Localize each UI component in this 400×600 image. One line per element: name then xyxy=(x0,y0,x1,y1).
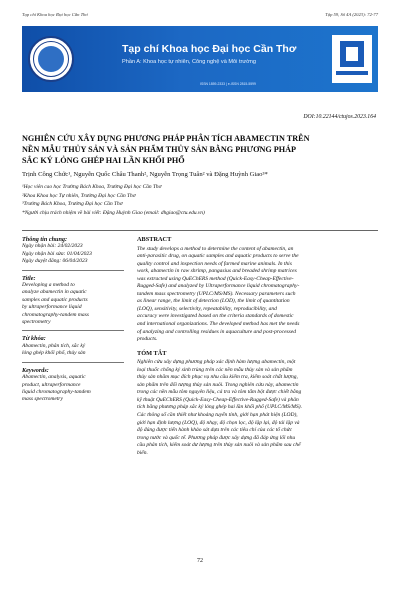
tomtat-line: tích bằng phương pháp sắc ký lỏng ghép hai lần khối phổ (UPLC/MS/MS). xyxy=(137,404,302,411)
vn-keywords-line: lỏng ghép khối phổ, thủy sản xyxy=(22,350,86,357)
en-title-line: by ultraperformance liquid xyxy=(22,304,82,311)
en-keywords-line: liquid chromatography-tandem xyxy=(22,388,91,395)
divider xyxy=(22,270,124,271)
vn-keywords-heading: Từ khóa: xyxy=(22,335,46,343)
affiliation: ¹Học viên cao học Trường Bách Khoa, Trường Đại học Cần Thơ xyxy=(22,184,162,190)
tomtat-line: loại thuốc chống ký sinh trùng trên các nền mẫu thủy sản và sản phẩm xyxy=(137,366,293,373)
en-title-line: chromatography-tandem mass xyxy=(22,311,89,318)
abstract-line: accuracy were investigated based on the criteria standards of domestic xyxy=(137,313,294,320)
en-title xyxy=(22,282,124,326)
en-title-line: Developing a method to xyxy=(22,282,75,289)
affiliations xyxy=(22,183,362,217)
abstract-line: anti-parasitic drug, on aquatic samples and aquatic products to serve the xyxy=(137,253,299,260)
abstract-line: of analyzing and controlling residues in aquaculture and post-processed xyxy=(137,328,296,335)
divider xyxy=(22,230,378,231)
tomtat-heading: TÓM TẮT xyxy=(137,349,167,357)
banner-issn: ISSN 1859-2333 | e-ISSN 2815-5599 xyxy=(200,82,256,86)
abstract-line: The study develops a method to determine the content of abamectin, an xyxy=(137,245,294,252)
info-heading: Thông tin chung: xyxy=(22,236,68,243)
abstract-column xyxy=(137,236,377,457)
abstract-text xyxy=(137,246,377,344)
abstract-heading: ABSTRACT xyxy=(137,236,172,243)
tomtat-text xyxy=(137,359,377,457)
en-keywords-line: product, ultraperformance xyxy=(22,381,81,388)
tomtat-line: cầu phân tích, kiểm soát dư lượng trên thủy sản nuôi và sản phẩm sau chế xyxy=(137,442,301,449)
en-keywords xyxy=(22,374,124,404)
divider xyxy=(22,362,124,363)
abstract-line: and international organizations. The developed method has met the needs xyxy=(137,321,300,328)
tomtat-line: độ đúng được tiến hành khảo sát dựa trên các tiêu chí của các tổ chức xyxy=(137,427,293,434)
abstract-line: as linear range, the limit of detection (LOD), the limit of quantitation xyxy=(137,298,290,305)
en-keywords-heading: Keywords: xyxy=(22,366,49,374)
abstract-line: tandem mass spectrometry (UPLC/MS/MS). Necessary parameters such xyxy=(137,290,296,297)
corresponding-author: *Người chịu trách nhiệm về bài viết: Đặng Huỳnh Giao (email: dhgiao@ctu.edu.vn) xyxy=(22,209,205,216)
en-title-line: samples and aquatic products xyxy=(22,296,88,303)
tomtat-line: thủy sản nhằm mục đích phục vụ nhu cầu kiểm tra, kiểm soát chất lượng, xyxy=(137,374,298,381)
tomtat-line: trong các nền mẫu tôm nguyên liệu, cá tra và tôm tẩm bột được chiết bằng xyxy=(137,389,302,396)
tomtat-line: sản phẩm trên đối tượng thủy sản nuôi. Trong nghiên cứu này, abamectin xyxy=(137,381,299,388)
running-header xyxy=(22,12,378,17)
affiliation: ²Khoa Khoa học Tự nhiên, Trường Đại học Cần Thơ xyxy=(22,192,136,199)
en-keywords-line: Abamectin, analysis, aquatic xyxy=(22,374,86,381)
doi[interactable]: DOI:10.22144/ctujos.2023.164 xyxy=(303,114,376,120)
en-title-line: analyze abamectin in aquatic xyxy=(22,289,87,296)
author-list: Trịnh Công Chức¹, Nguyễn Quốc Châu Thanh², Nguyễn Trọng Tuân² và Đặng Huỳnh Giao³* xyxy=(22,171,268,178)
abstract-line: quality control and inspection needs of farmed marine animals. In this xyxy=(137,260,292,267)
article-title-line: SẮC KÝ LỎNG GHÉP HAI LẦN KHỐI PHỔ xyxy=(22,156,185,165)
tomtat-line: trong nước và quốc tế. Phương pháp được xây dựng đã đáp ứng lối nhu xyxy=(137,434,296,441)
banner-title: Tạp chí Khoa học Đại học Cần Thơ xyxy=(122,43,297,55)
affiliation: ³Trường Bách Khoa, Trường Đại học Cần Thơ xyxy=(22,201,123,208)
tomtat-line: Nghiên cứu xây dựng phương pháp xác định hàm lượng abamectin, một xyxy=(137,359,296,366)
university-logo-icon xyxy=(28,36,74,82)
tomtat-line: kỹ thuật QuEChERS (Quick-Easy-Cheap-Effective-Rugged-Safe) và phân xyxy=(137,396,299,403)
banner-subtitle: Phần A: Khoa học tự nhiên, Công nghệ và Môi trường xyxy=(122,59,256,65)
tomtat-line: biến. xyxy=(137,449,148,456)
abstract-line: (LOQ), sensitivity, selectivity, repeatability, reproducibility, and xyxy=(137,305,277,312)
article-info-sidebar xyxy=(22,236,124,404)
running-header-volume: Tập 59, Số 4A (2023): 72-77 xyxy=(325,12,378,17)
en-title-line: spectrometry xyxy=(22,319,51,326)
tomtat-line: Các thông số cần thiết như khoảng tuyến tính, giới hạn phát hiện (LOD), xyxy=(137,412,298,419)
accepted-date: Ngày duyệt đăng: 06/04/2023 xyxy=(22,258,88,265)
divider xyxy=(22,330,124,331)
page-number: 72 xyxy=(197,558,203,564)
article-title-line: NGHIÊN CỨU XÂY DỰNG PHƯƠNG PHÁP PHÂN TÍCH ABAMECTIN TRÊN xyxy=(22,134,310,143)
article-title-line: NỀN MẪU THỦY SẢN VÀ SẢN PHẨM THỦY SẢN BẰNG PHƯƠNG PHÁP xyxy=(22,145,297,154)
abstract-line: products. xyxy=(137,336,158,343)
revised-date: Ngày nhận bài sửa: 01/04/2023 xyxy=(22,250,92,257)
journal-banner xyxy=(22,26,378,92)
vn-keywords-line: Abamectin, phân tích, sắc ký xyxy=(22,342,86,349)
vn-keywords xyxy=(22,343,124,358)
received-date: Ngày nhận bài: 24/02/2023 xyxy=(22,243,83,250)
abstract-line: Rugged-Safe) and analyzed by Ultraperformance liquid chromatography- xyxy=(137,283,300,290)
abstract-line: was extracted using QuEChERS method (Quick-Easy-Cheap-Effective- xyxy=(137,275,294,282)
tomtat-line: giới hạn định lượng (LOQ), độ nhạy, độ chọn lọc, độ lặp lại, độ tái lặp và xyxy=(137,419,300,426)
running-header-journal: Tạp chí Khoa học Đại học Cần Thơ xyxy=(22,12,88,17)
en-title-heading: Title: xyxy=(22,274,36,282)
abstract-line: work, abamectin in raw shrimp, pangasius and breaded shrimp matrices xyxy=(137,268,297,275)
en-keywords-line: mass spectrometry xyxy=(22,396,63,403)
journal-logo-icon xyxy=(332,35,372,83)
article-title xyxy=(22,133,352,166)
